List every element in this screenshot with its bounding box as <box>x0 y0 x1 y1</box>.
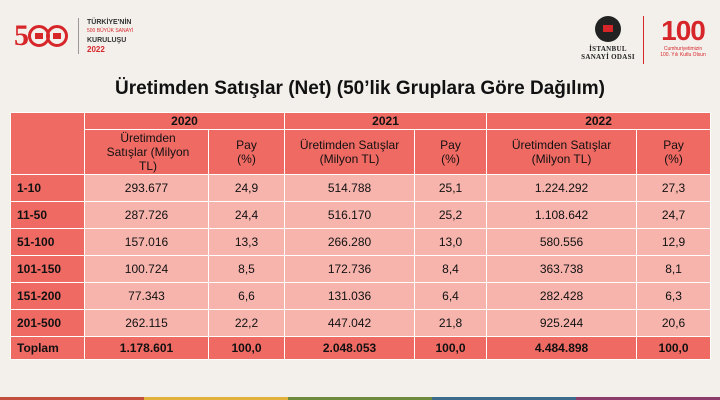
share-2022: 20,6 <box>637 310 711 337</box>
share-2021: 8,4 <box>415 256 487 283</box>
share-2020: 6,6 <box>209 283 285 310</box>
iso-logo <box>578 16 638 61</box>
share-header-2022 <box>637 130 711 175</box>
logo-divider <box>643 16 644 64</box>
sales-2020: 100.724 <box>85 256 209 283</box>
share-2021: 25,1 <box>415 175 487 202</box>
share-2020: 22,2 <box>209 310 285 337</box>
share-2022: 12,9 <box>637 229 711 256</box>
table-row <box>11 202 711 229</box>
group-label: 201-500 <box>11 310 85 337</box>
year-header-2020: 2020 <box>85 113 285 130</box>
group-label: 11-50 <box>11 202 85 229</box>
sales-header-2021-text: Üretimden Satışlar (Milyon TL) <box>299 138 400 166</box>
logo-500-line1: TÜRKİYE'NİN <box>87 19 132 26</box>
sales-2021: 447.042 <box>285 310 415 337</box>
sales-2020: 157.016 <box>85 229 209 256</box>
group-label: 151-200 <box>11 283 85 310</box>
logo-500-line2: 500 BÜYÜK SANAYİ <box>87 28 134 34</box>
share-2020: 8,5 <box>209 256 285 283</box>
share-2021: 21,8 <box>415 310 487 337</box>
total-sales-2021: 2.048.053 <box>285 337 415 360</box>
table-row <box>11 175 711 202</box>
total-share-2021: 100,0 <box>415 337 487 360</box>
table-row <box>11 283 711 310</box>
sales-header-2020 <box>85 130 209 175</box>
sales-header-2021 <box>285 130 415 175</box>
sales-2022: 1.224.292 <box>487 175 637 202</box>
sales-2022: 282.428 <box>487 283 637 310</box>
share-2022: 8,1 <box>637 256 711 283</box>
share-header-2022-text: Pay (%) <box>663 138 684 166</box>
centenary-logo <box>650 16 716 58</box>
centenary-line2: 100. Yılı Kutlu Olsun <box>660 52 706 58</box>
share-2020: 24,9 <box>209 175 285 202</box>
group-label: 101-150 <box>11 256 85 283</box>
turkiye-500-logo <box>14 18 133 54</box>
sales-2021: 516.170 <box>285 202 415 229</box>
table-row <box>11 256 711 283</box>
sales-table <box>10 112 711 360</box>
sales-header-2020-text: Üretimden Satışlar (Milyon TL) <box>106 131 190 173</box>
total-label: Toplam <box>11 337 85 360</box>
total-row <box>11 337 711 360</box>
iso-line1: İSTANBUL <box>589 45 627 53</box>
sales-header-2022 <box>487 130 637 175</box>
sales-2020: 262.115 <box>85 310 209 337</box>
total-share-2022: 100,0 <box>637 337 711 360</box>
gear-icon <box>595 16 621 42</box>
total-share-2020: 100,0 <box>209 337 285 360</box>
sales-2021: 131.036 <box>285 283 415 310</box>
share-2021: 13,0 <box>415 229 487 256</box>
centenary-line1: Cumhuriyetimizin <box>663 46 703 52</box>
group-label: 1-10 <box>11 175 85 202</box>
table-row <box>11 310 711 337</box>
share-header-2021 <box>415 130 487 175</box>
share-header-2020-text: Pay (%) <box>236 138 257 166</box>
share-2020: 24,4 <box>209 202 285 229</box>
sales-2020: 77.343 <box>85 283 209 310</box>
sales-2022: 580.556 <box>487 229 637 256</box>
share-header-2020 <box>209 130 285 175</box>
share-2021: 6,4 <box>415 283 487 310</box>
sales-2021: 266.280 <box>285 229 415 256</box>
iso-line2: SANAYİ ODASI <box>581 53 635 61</box>
share-2022: 6,3 <box>637 283 711 310</box>
corner-cell <box>11 113 85 175</box>
sales-2021: 172.736 <box>285 256 415 283</box>
logo-500-year: 2022 <box>87 45 105 54</box>
page-title: Üretimden Satışlar (Net) (50’lik Gruplara Göre Dağılım) <box>115 78 605 99</box>
logo-500-text <box>78 18 133 54</box>
logo-500-mark: 5 <box>14 19 68 53</box>
year-header-row <box>11 113 711 130</box>
sales-2022: 363.738 <box>487 256 637 283</box>
logo-500-line3: KURULUŞU <box>87 37 127 44</box>
sub-header-row <box>11 130 711 175</box>
sales-2022: 1.108.642 <box>487 202 637 229</box>
sales-2020: 293.677 <box>85 175 209 202</box>
total-sales-2020: 1.178.601 <box>85 337 209 360</box>
share-2022: 27,3 <box>637 175 711 202</box>
year-header-2022: 2022 <box>487 113 711 130</box>
table-row <box>11 229 711 256</box>
share-2022: 24,7 <box>637 202 711 229</box>
share-2020: 13,3 <box>209 229 285 256</box>
group-label: 51-100 <box>11 229 85 256</box>
share-header-2021-text: Pay (%) <box>440 138 461 166</box>
sales-2021: 514.788 <box>285 175 415 202</box>
sales-header-2022-text: Üretimden Satışlar (Milyon TL) <box>511 138 612 166</box>
year-header-2021: 2021 <box>285 113 487 130</box>
sales-2022: 925.244 <box>487 310 637 337</box>
total-sales-2022: 4.484.898 <box>487 337 637 360</box>
sales-2020: 287.726 <box>85 202 209 229</box>
share-2021: 25,2 <box>415 202 487 229</box>
centenary-number: 100 <box>661 15 705 46</box>
